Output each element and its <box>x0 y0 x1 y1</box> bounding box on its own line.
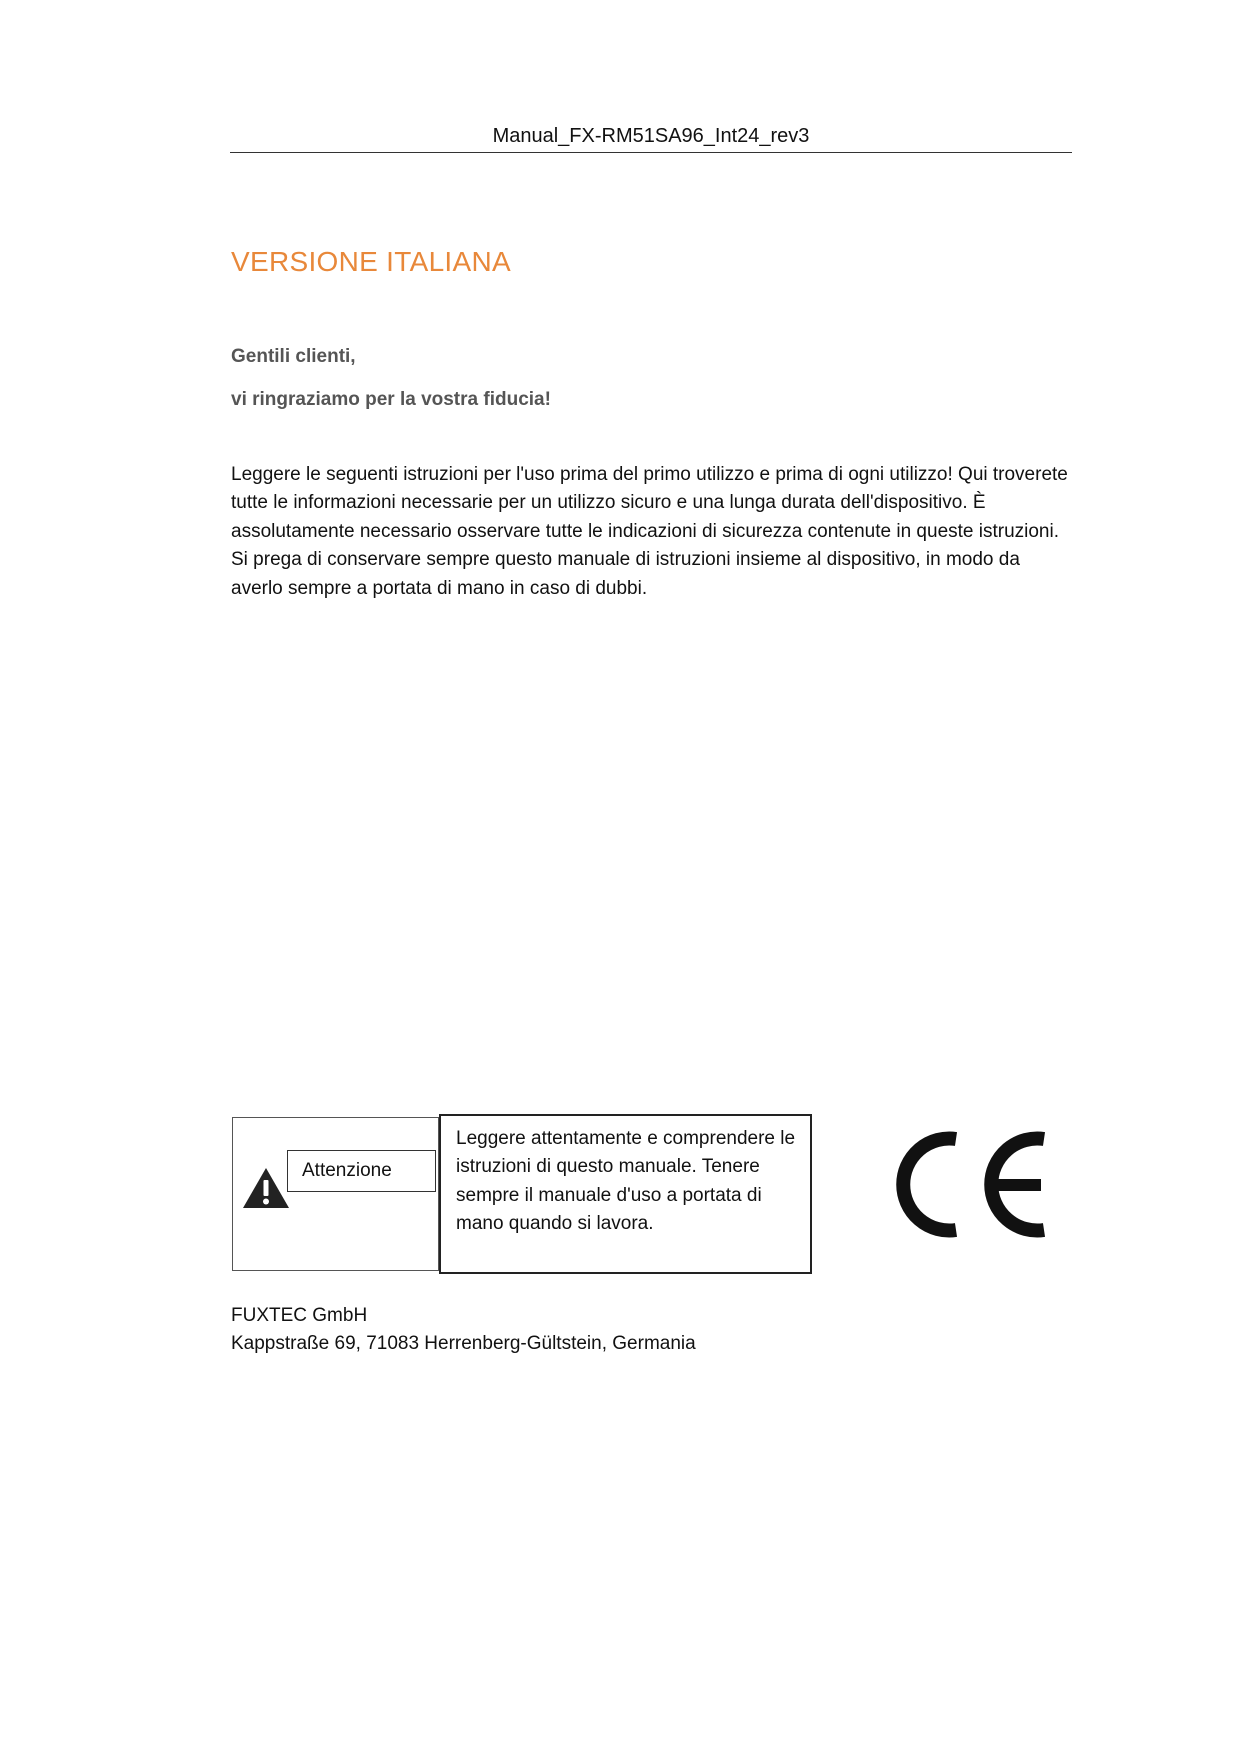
warning-label: Attenzione <box>287 1150 436 1192</box>
company-address: Kappstraße 69, 71083 Herrenberg-Gültstein, Germania <box>231 1333 696 1355</box>
document-header-title: Manual_FX-RM51SA96_Int24_rev3 <box>492 125 810 147</box>
ce-mark-icon <box>893 1127 1053 1242</box>
intro-paragraph-2: Si prega di conservare sempre questo manuale di istruzioni insieme al dispositivo, in modo da averlo sempre a portata di mano in caso di dubbi. <box>231 549 1020 599</box>
greeting-thanks: vi ringraziamo per la vostra fiducia! <box>231 389 551 410</box>
header-divider <box>230 152 1072 153</box>
section-title: VERSIONE ITALIANA <box>231 246 511 277</box>
warning-triangle-icon <box>241 1166 291 1210</box>
warning-text: Leggere attentamente e comprendere le istruzioni di questo manuale. Tenere sempre il manuale d'uso a portata di mano quando si lavora. <box>439 1114 812 1274</box>
greeting-salutation: Gentili clienti, <box>231 346 356 367</box>
intro-paragraph-1: Leggere le seguenti istruzioni per l'uso prima del primo utilizzo e prima di ogni utilizzo! Qui troverete tutte le informazioni necessarie per un utilizzo sicuro e una lunga durata dell'dispositivo. È assolutamente necessario osservare tutte le indicazioni di sicurezza contenute in queste istruzioni. <box>231 464 1068 542</box>
company-info <box>231 1302 696 1359</box>
intro-text <box>231 461 1071 603</box>
company-name: FUXTEC GmbH <box>231 1305 368 1326</box>
